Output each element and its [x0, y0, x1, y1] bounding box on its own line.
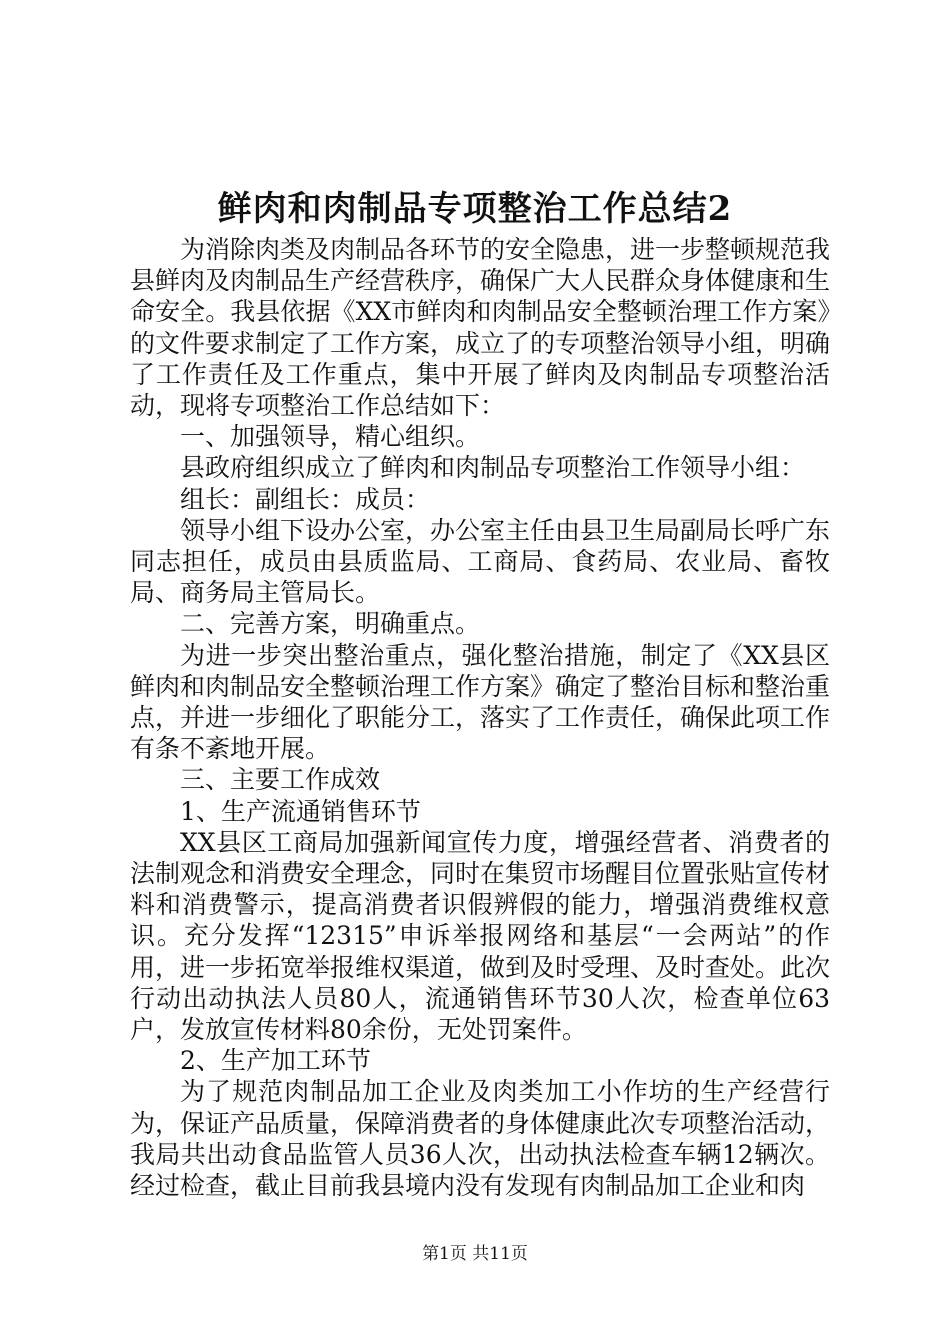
- paragraph-intro: 为消除肉类及肉制品各环节的安全隐患，进一步整顿规范我县鲜肉及肉制品生产经营秩序，确保广大人民群众身体健康和生命安全。我县依据《XX市鲜肉和肉制品安全整顿治理工作方案》的文件要求制定了工作方案，成立了的专项整治领导小组，明确了工作责任及工作重点，集中开展了鲜肉及肉制品专项整治活动，现将专项整治工作总结如下：: [130, 235, 831, 421]
- paragraph: 为了规范肉制品加工企业及肉类加工小作坊的生产经营行为，保证产品质量，保障消费者的身体健康此次专项整治活动，我局共出动食品监管人员36人次，出动执法检查车辆12辆次。经过检查，截止目前我县境内没有发现有肉制品加工企业和肉: [130, 1077, 831, 1201]
- subheading-1: 1、生产流通销售环节: [180, 796, 421, 826]
- document-title: 鲜肉和肉制品专项整治工作总结2: [217, 189, 733, 229]
- page-footer: 第1页 共11页: [422, 1244, 528, 1264]
- paragraph: 组长：副组长：成员：: [180, 484, 431, 514]
- heading-section-2: 二、完善方案，明确重点。: [180, 609, 481, 639]
- paragraph: 领导小组下设办公室，办公室主任由县卫生局副局长呼广东同志担任，成员由县质监局、工商局、食药局、农业局、畜牧局、商务局主管局长。: [130, 515, 831, 608]
- heading-section-3: 三、主要工作成效: [180, 765, 381, 795]
- paragraph: 县政府组织成立了鲜肉和肉制品专项整治工作领导小组：: [180, 453, 806, 483]
- subheading-2: 2、生产加工环节: [180, 1046, 371, 1076]
- document-body: [130, 234, 830, 1201]
- paragraph: 为进一步突出整治重点，强化整治措施，制定了《XX县区鲜肉和肉制品安全整顿治理工作方案》确定了整治目标和整治重点，并进一步细化了职能分工，落实了工作责任，确保此项工作有条不紊地开展。: [130, 640, 831, 764]
- heading-section-1: 一、加强领导，精心组织。: [180, 422, 481, 452]
- paragraph: XX县区工商局加强新闻宣传力度，增强经营者、消费者的法制观念和消费安全理念，同时在集贸市场醒目位置张贴宣传材料和消费警示，提高消费者识假辨假的能力，增强消费维权意识。充分发挥“12315”申诉举报网络和基层“一会两站”的作用，进一步拓宽举报维权渠道，做到及时受理、及时查处。此次行动出动执法人员80人，流通销售环节30人次，检查单位63户，发放宣传材料80余份，无处罚案件。: [130, 827, 831, 1045]
